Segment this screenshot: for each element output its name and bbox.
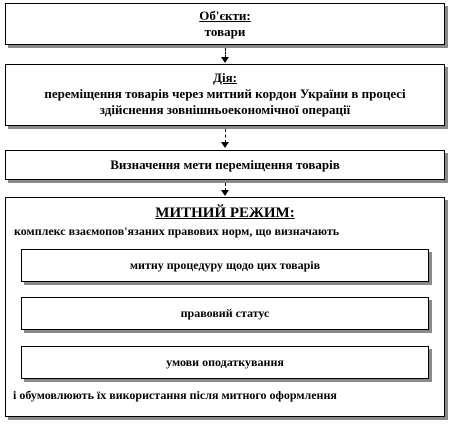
action-line-1: переміщення товарів через митний кордон України в процесі (44, 86, 406, 101)
connector-2 (225, 129, 226, 143)
regime-item-procedure-label: митну процедуру щодо цих товарів (129, 258, 321, 272)
arrowhead-2 (221, 142, 229, 148)
action-title: Дія: (213, 70, 237, 85)
action-box (5, 64, 445, 126)
regime-item-legal-status (21, 297, 429, 330)
regime-item-taxation-label: умови оподаткування (166, 355, 284, 369)
arrowhead-1 (221, 57, 229, 63)
objects-box (5, 3, 445, 45)
purpose-box (5, 150, 445, 180)
regime-footer: і обумовлюють їх використання після митного оформлення (13, 388, 337, 402)
regime-box (5, 197, 445, 417)
regime-title: МИТНИЙ РЕЖИМ: (155, 205, 295, 221)
regime-item-procedure (21, 249, 429, 282)
arrowhead-3 (221, 190, 229, 196)
objects-text: товари (204, 24, 246, 39)
regime-item-legal-status-label: правовий статус (180, 306, 270, 320)
action-line-2: здійснення зовнішньоекономічної операції (99, 102, 351, 117)
purpose-text: Визначення мети переміщення товарів (110, 157, 340, 172)
regime-subtitle: комплекс взаємопов'язаних правових норм, що визначають (14, 224, 340, 238)
objects-title: Об'єкти: (199, 8, 251, 23)
regime-item-taxation (21, 346, 429, 379)
